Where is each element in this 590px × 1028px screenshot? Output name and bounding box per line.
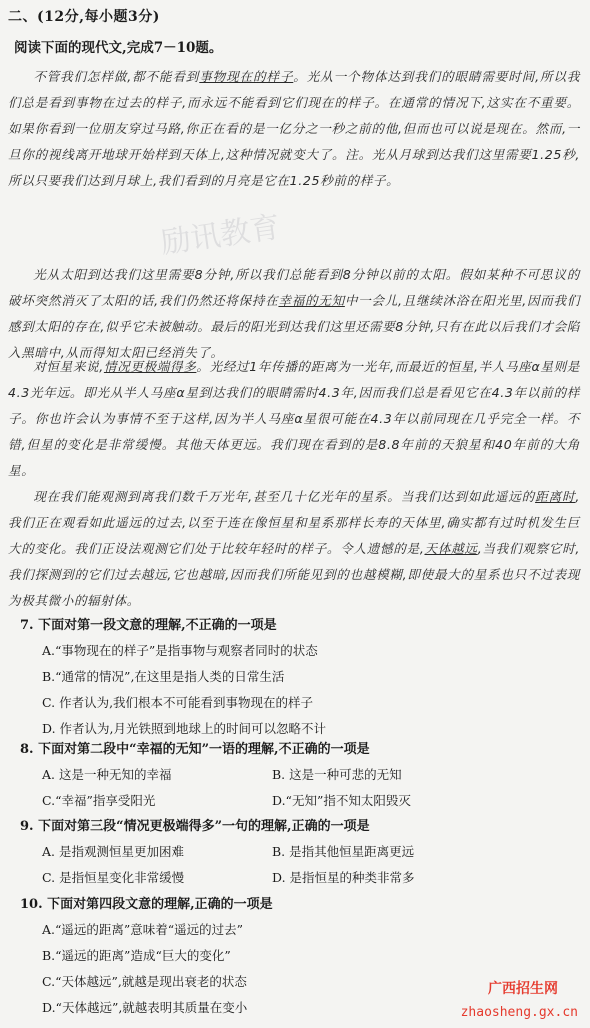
option-c: C.“天体越远”,就越是现出衰老的状态: [42, 974, 247, 989]
passage-paragraph-3: [8, 354, 580, 484]
passage-paragraph-2: [8, 262, 580, 366]
option-d: D.“无知”指不知太阳毁灭: [272, 793, 411, 808]
underlined-phrase: 情况更极端得多: [103, 359, 197, 374]
option-b: B.“通常的情况”,在这里是指人类的日常生活: [42, 669, 285, 684]
passage-paragraph-1: [8, 64, 580, 194]
faint-watermark: 励讯教育: [158, 209, 283, 262]
para-text: 。光经过1年传播的距离为一光年,而最近的恒星,半人马座α星则是4.3光年远。即光从半人马座α星到达我们的眼睛需时4.3年,因而我们总是看见它在4.3年以前的样子。你也许会认为事情不至于这样,因为半人马座α星很可能在4.3年以前同现在几乎完全一样。不错,但星的变化是非常缓慢。其他天体更远。我们现在看到的是8.8年前的天狼星和40年前的大角星。: [8, 359, 581, 478]
site-watermark-url: zhaosheng.gx.cn: [460, 1005, 578, 1020]
question-stem: 9. 下面对第三段“情况更极端得多”一句的理解,正确的一项是: [20, 819, 370, 834]
underlined-phrase: 天体越远: [424, 541, 478, 556]
question-stem: 10. 下面对第四段文意的理解,正确的一项是: [20, 897, 273, 912]
instruction: 阅读下面的现代文,完成7－10题。: [14, 40, 223, 56]
option-a: A. 这是一种无知的幸福: [42, 767, 172, 782]
option-c: C.“幸福”指享受阳光: [42, 793, 156, 808]
underlined-phrase: 距离时: [535, 489, 576, 504]
para-text: 光从太阳到达我们这里需要8分钟,所以我们总能看到8分钟以前的太阳。假如某种不可思议的破坏突然消灭了太阳的话,我们仍然还将保持在: [8, 267, 580, 308]
option-d: D. 是指恒星的种类非常多: [272, 870, 415, 885]
question-7: [20, 614, 580, 742]
question-stem: 8. 下面对第二段中“幸福的无知”一语的理解,不正确的一项是: [20, 742, 370, 757]
underlined-phrase: 幸福的无知: [278, 293, 345, 308]
option-d: D.“天体越远”,就越表明其质量在变小: [42, 1000, 248, 1015]
option-d: D. 作者认为,月光铁照到地球上的时间可以忽略不计: [42, 721, 326, 736]
para-text: 。光从一个物体达到我们的眼睛需要时间,所以我们总是看到事物在过去的样子,而永远不能看到它们现在的样子。在通常的情况下,这实在不重要。如果你看到一位朋友穿过马路,你正在看的是一亿分之一秒之前的他,但而也可以说是现在。然而,一旦你的视线离开地球开始样到天体上,这种情况就变大了。注。光从月球到达我们这里需要1.25秒,所以只要我们达到月球上,我们看到的月亮是它在1.25秒前的样子。: [8, 69, 581, 188]
para-text: 对恒星来说,: [33, 359, 104, 374]
site-watermark-name: 广西招生网: [488, 981, 558, 997]
passage-paragraph-4: [8, 484, 580, 614]
section-heading: 二、(12分,每小题3分): [8, 9, 160, 25]
question-stem: 7. 下面对第一段文意的理解,不正确的一项是: [20, 618, 277, 633]
option-a: A. 是指观测恒星更加困难: [42, 844, 184, 859]
option-b: B. 是指其他恒星距离更远: [272, 844, 415, 859]
option-b: B.“遥远的距离”造成“巨大的变化”: [42, 948, 231, 963]
para-text: 不管我们怎样做,都不能看到: [33, 69, 200, 84]
question-10: [20, 893, 580, 1021]
para-text: 现在我们能观测到离我们数千万光年,甚至几十亿光年的星系。当我们达到如此遥远的: [33, 489, 536, 504]
option-c: C. 作者认为,我们根本不可能看到事物现在的样子: [42, 695, 314, 710]
para-text: ,当我们观察它时,我们探测到的它们过去越远,它也越暗,因而我们所能见到的也越模糊,即使最大的星系也只不过表现为极其微小的辐射体。: [8, 541, 580, 608]
option-c: C. 是指恒星变化非常缓慢: [42, 870, 185, 885]
option-a: A.“遥远的距离”意味着“遥远的过去”: [42, 922, 244, 937]
para-text: 中一会儿,且继续沐浴在阳光里,因而我们感到太阳的存在,似乎它未被触动。最后的阳光到达我们这里还需要8分钟,只有在此以后我们才会陷入黑暗中,从而得知太阳已经消失了。: [8, 293, 581, 360]
question-9: [20, 815, 580, 891]
option-a: A.“事物现在的样子”是指事物与观察者同时的状态: [42, 643, 318, 658]
para-text: ,我们正在观看如此遥远的过去,以至于连在像恒星和星系那样长寿的天体里,确实都有过时机发生巨大的变化。我们正设法观测它们处于比较年轻时的样子。令人遗憾的是,: [8, 489, 580, 556]
option-b: B. 这是一种可悲的无知: [272, 767, 402, 782]
question-8: [20, 738, 580, 814]
underlined-phrase: 事物现在的样子: [199, 69, 294, 84]
